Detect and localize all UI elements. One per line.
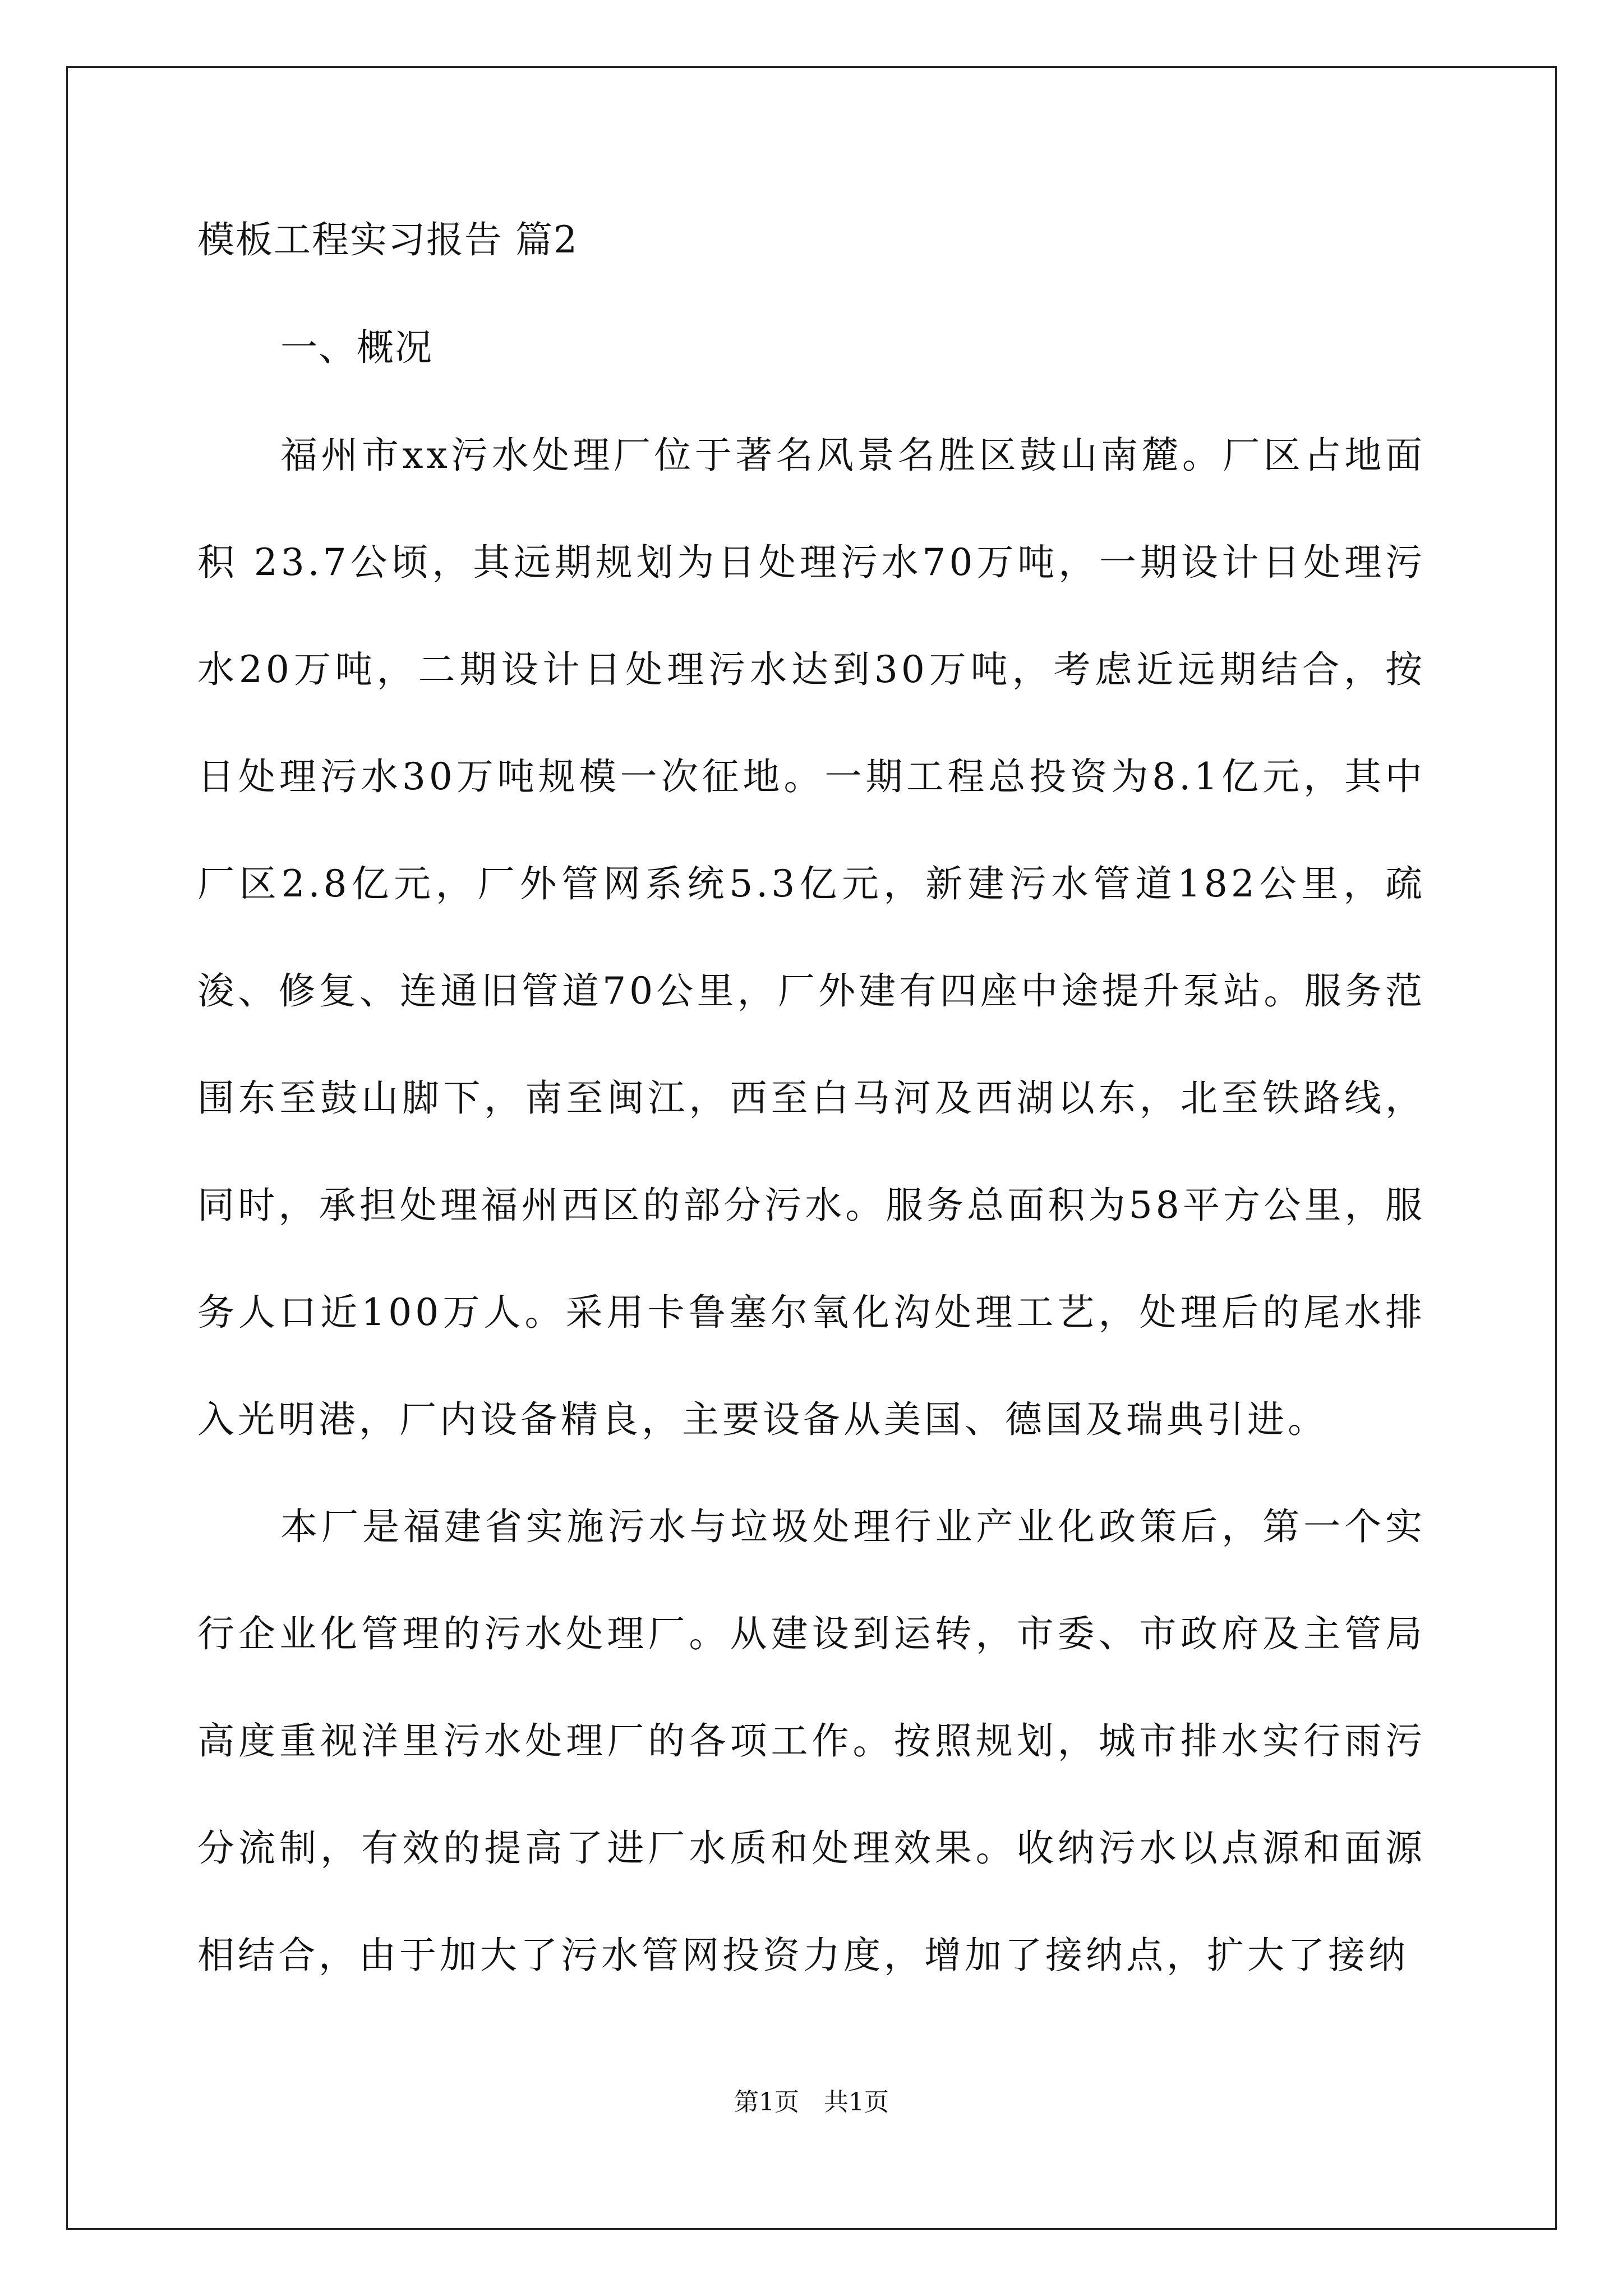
page-footer: 第1页 共1页	[734, 2088, 889, 2116]
document-title: 模板工程实习报告 篇2	[197, 218, 578, 261]
paragraph-overview: 福州市xx污水处理厂位于著名风景名胜区鼓山南麓。厂区占地面积 23.7公顷，其远期规划为日处理污水70万吨，一期设计日处理污水20万吨，二期设计日处理污水达到30万吨，考虑近远期结合，按日处理污水30万吨规模一次征地。一期工程总投资为8.1亿元，其中厂区2.8亿元，厂外管网系统5.3亿元，新建污水管道182公里，疏浚、修复、连通旧管道70公里，厂外建有四座中途提升泵站。服务范围东至鼓山脚下，南至闽江，西至白马河及西湖以东，北至铁路线，同时，承担处理福州西区的部分污水。服务总面积为58平方公里，服务人口近100万人。采用卡鲁塞尔氧化沟处理工艺，处理后的尾水排入光明港，厂内设备精良，主要设备从美国、德国及瑞典引进。	[197, 434, 1426, 1441]
section-heading: 一、概况	[280, 326, 433, 369]
paragraph-management: 本厂是福建省实施污水与垃圾处理行业产业化政策后，第一个实行企业化管理的污水处理厂。从建设到运转，市委、市政府及主管局高度重视洋里污水处理厂的各项工作。按照规划，城市排水实行雨污分流制，有效的提高了进厂水质和处理效果。收纳污水以点源和面源相结合，由于加大了污水管网投资力度，增加了接纳点，扩大了接纳	[197, 1505, 1426, 1977]
document-body	[197, 213, 1426, 2009]
